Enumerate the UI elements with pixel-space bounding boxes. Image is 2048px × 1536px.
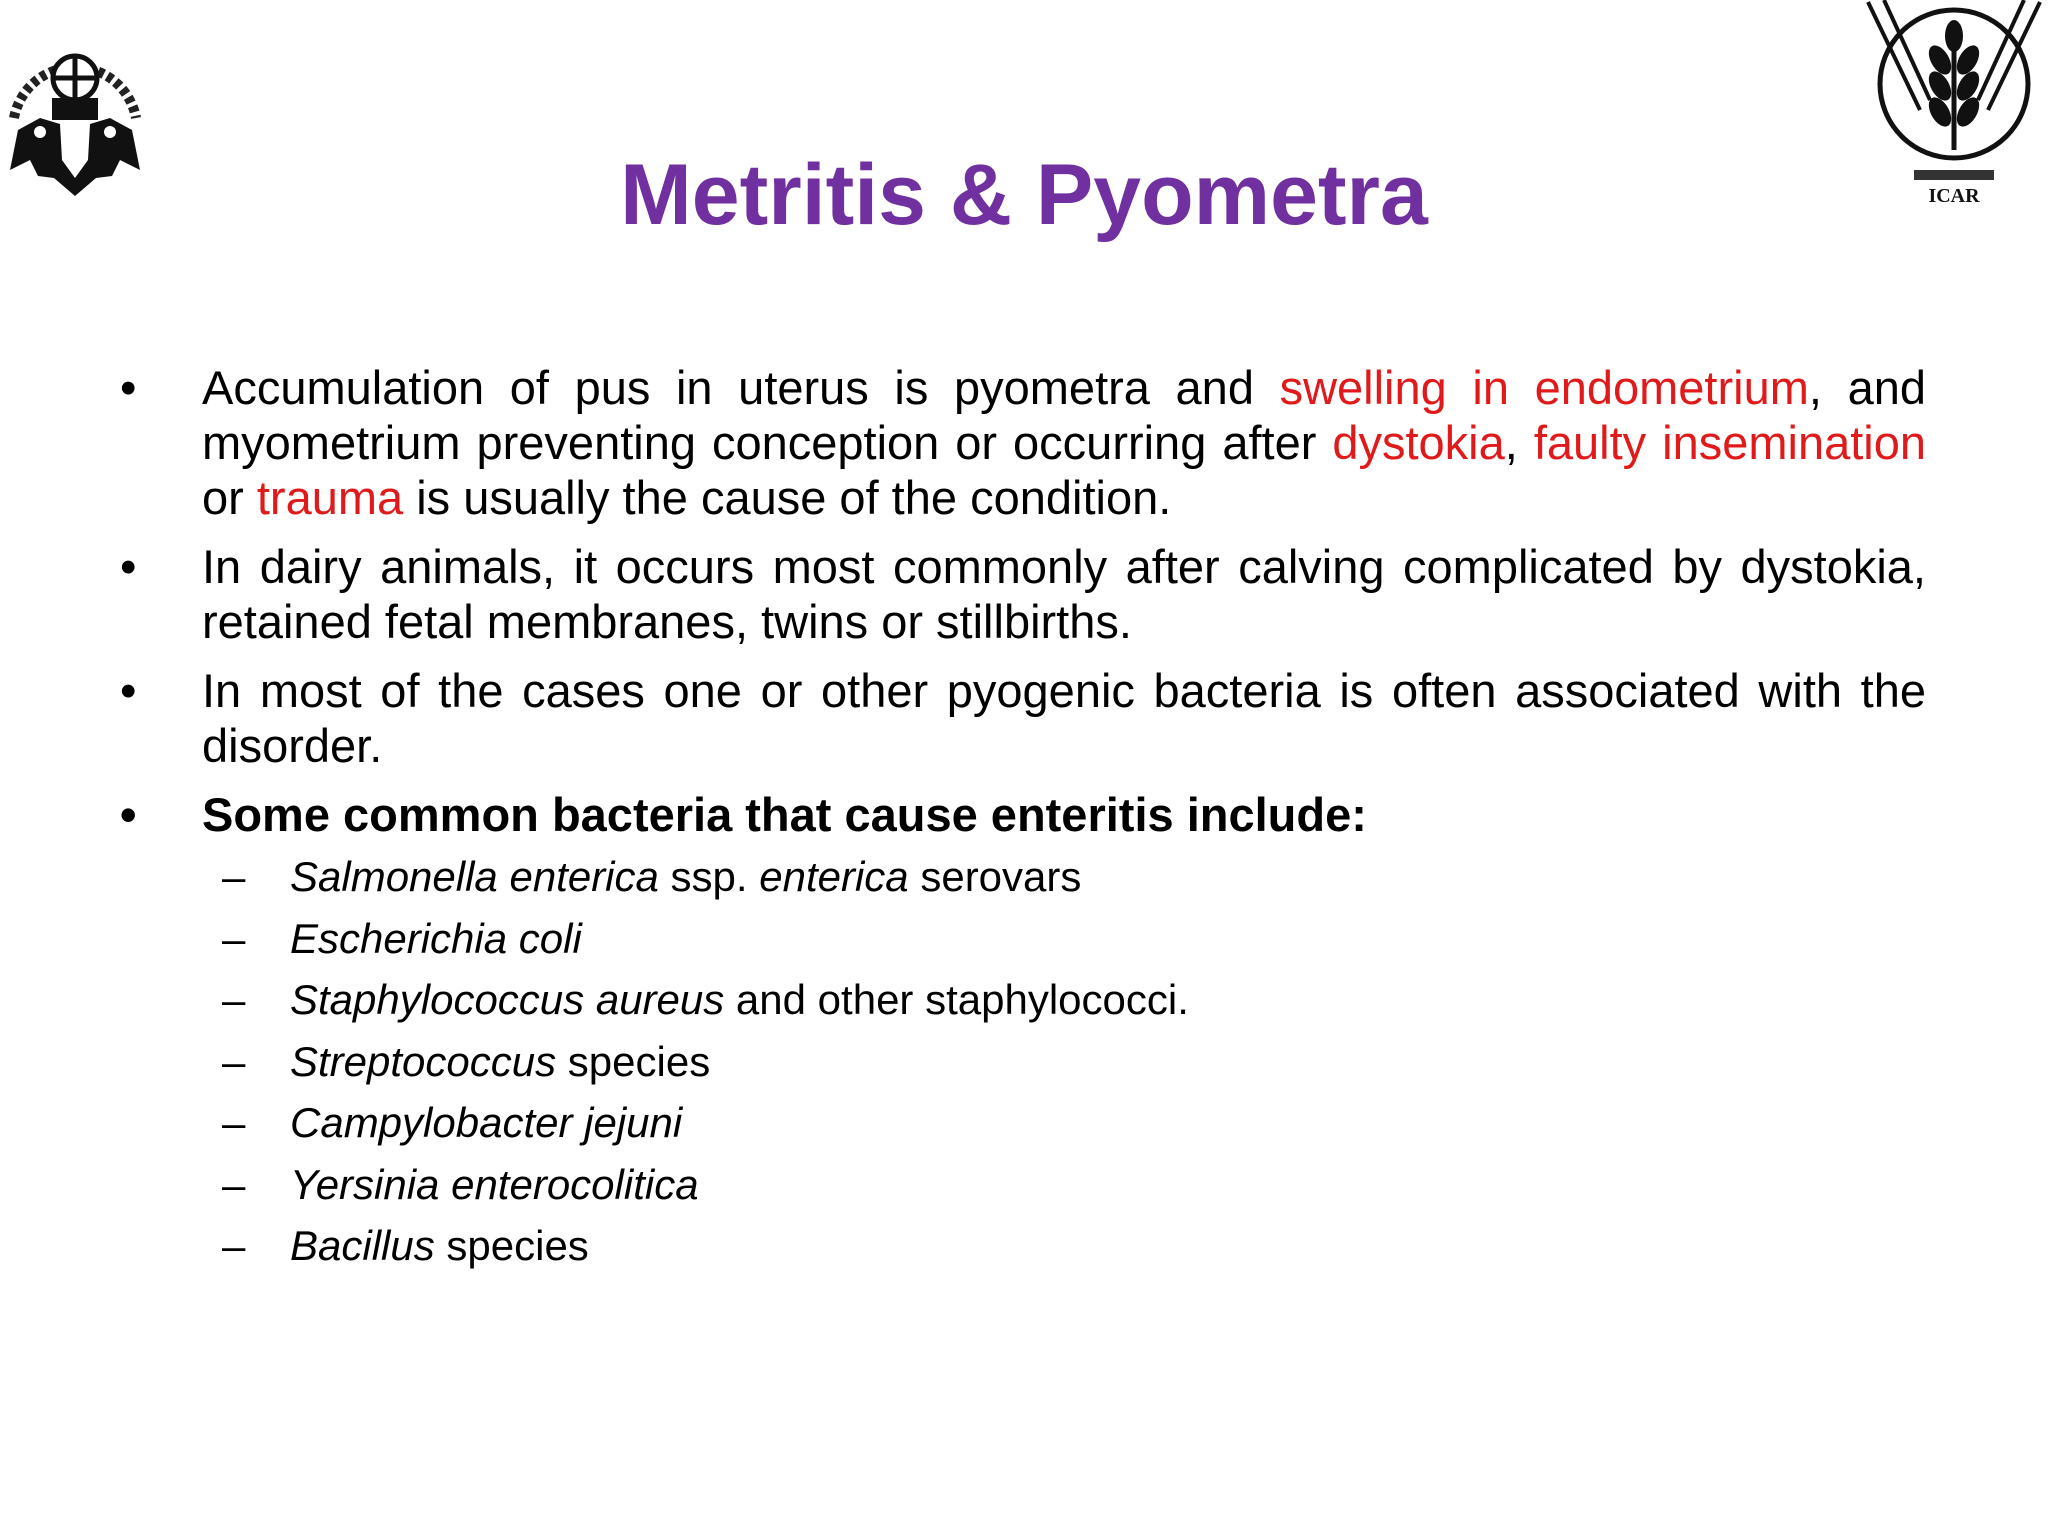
bullet-pyogenic-bacteria: • In most of the cases one or other pyogenic bacteria is often associated with the disorder.	[118, 663, 1926, 773]
list-item: – Bacillus species	[118, 1215, 1926, 1277]
list-item: – Yersinia enterocolitica	[118, 1154, 1926, 1216]
slide-body	[118, 360, 1926, 1277]
highlighted-term: faulty insemination	[1533, 416, 1926, 469]
highlighted-term: trauma	[256, 471, 404, 524]
slide-title: Metritis & Pyometra	[620, 147, 1428, 243]
bullet-dairy-animals: • In dairy animals, it occurs most commonly after calving complicated by dystokia, retained fetal membranes, twins or stillbirths.	[118, 539, 1926, 649]
list-item: – Staphylococcus aureus and other staphylococci.	[118, 969, 1926, 1031]
icar-caption: ICAR	[1928, 185, 1980, 207]
text-run: ,	[1504, 416, 1534, 469]
list-item: – Salmonella enterica ssp. enterica serovars	[118, 846, 1926, 908]
text-run: is usually the cause of the condition.	[403, 471, 1172, 524]
text-run: , and myometrium preventing conception or occurring after	[202, 361, 1926, 469]
bullet-bacteria-heading: • Some common bacteria that cause enteritis include:	[118, 787, 1926, 842]
text-run: or	[202, 471, 257, 524]
list-item: – Streptococcus species	[118, 1031, 1926, 1093]
list-item: – Escherichia coli	[118, 908, 1926, 970]
highlighted-term: swelling in endometrium	[1279, 361, 1809, 414]
list-item: – Campylobacter jejuni	[118, 1092, 1926, 1154]
bacteria-list	[118, 846, 1926, 1277]
highlighted-term: dystokia	[1332, 416, 1505, 469]
bullet-pyometra-definition	[118, 360, 1926, 525]
text-run: Accumulation of pus in uterus is pyometra and	[202, 361, 1280, 414]
